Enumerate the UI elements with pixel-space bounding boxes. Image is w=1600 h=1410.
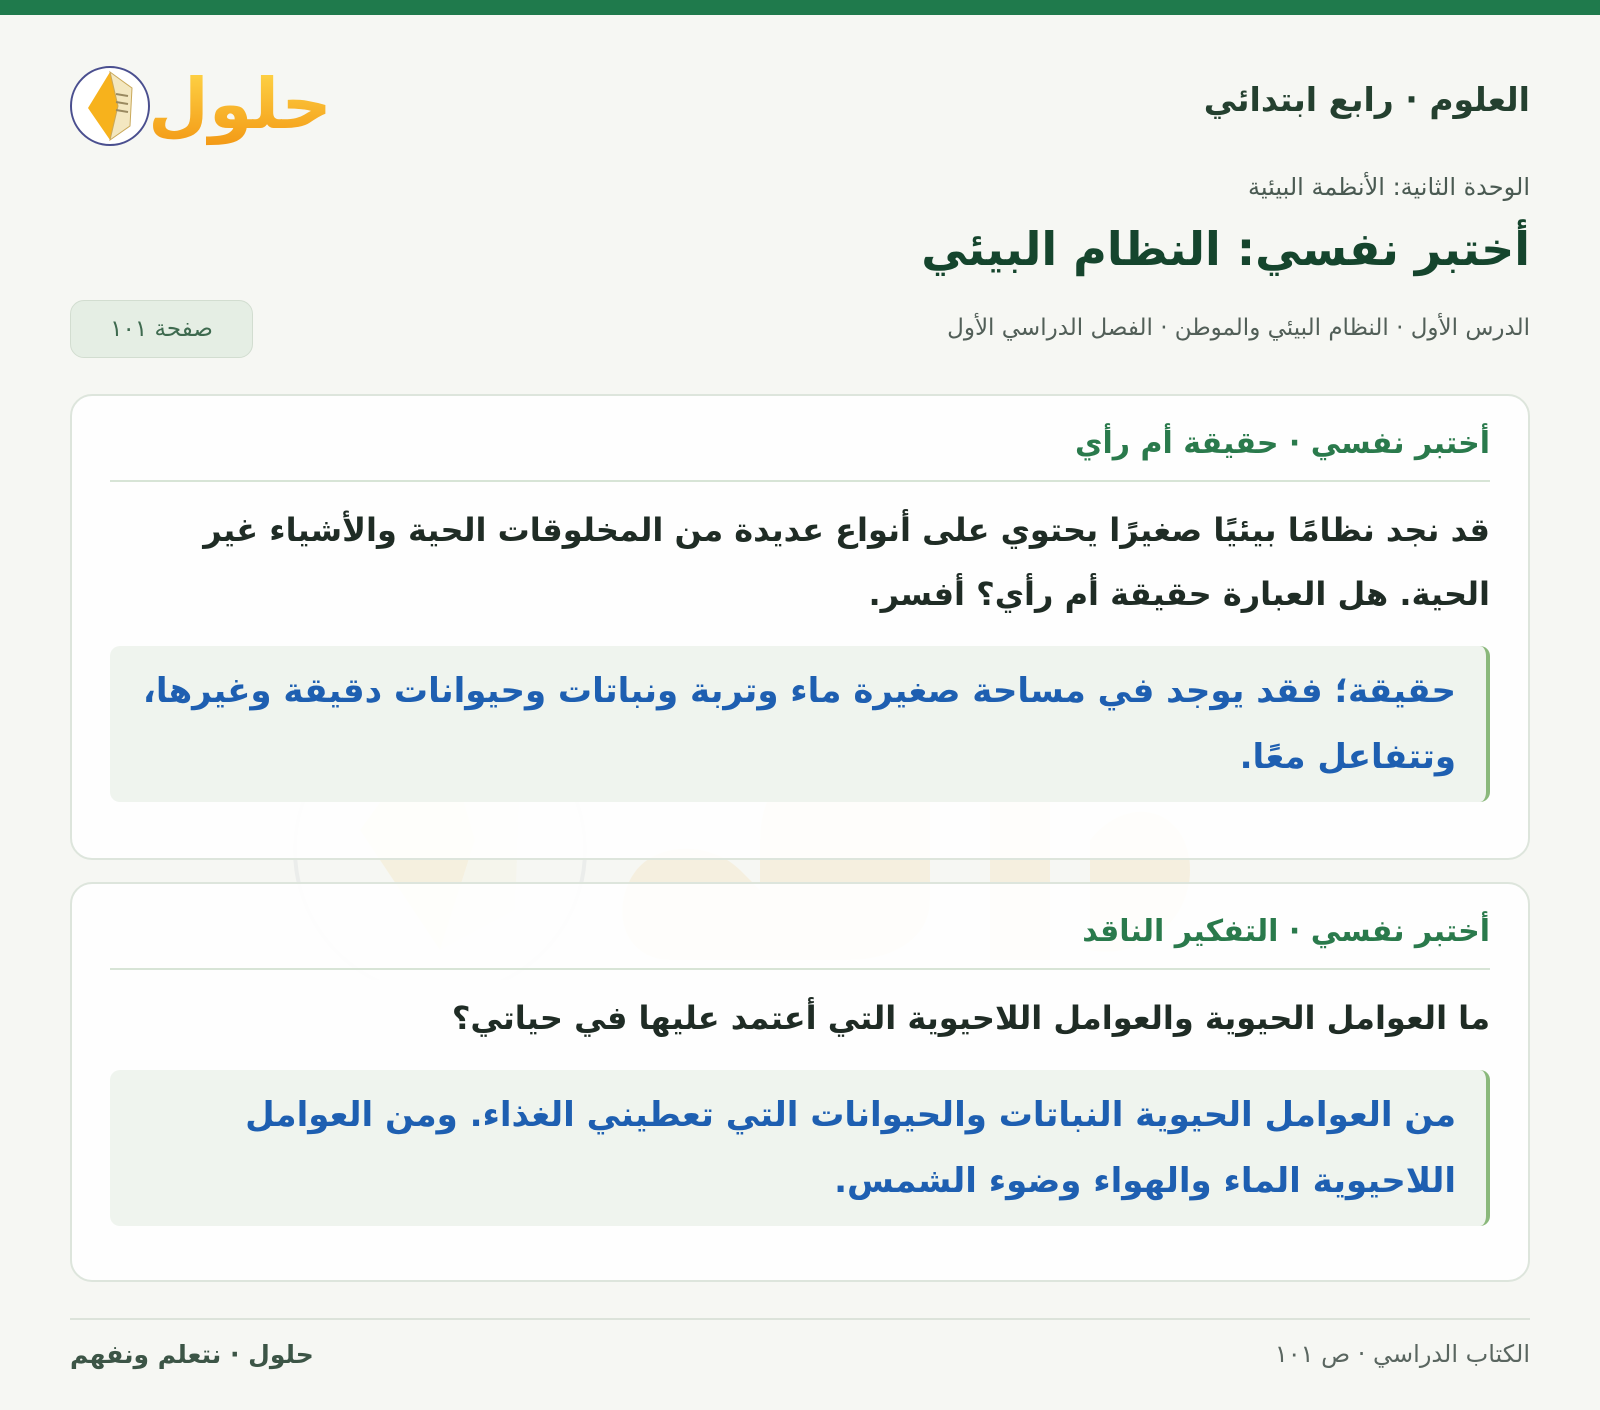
- footer-brand: حلول · نتعلم ونفهم: [70, 1340, 314, 1369]
- book-logo-icon: [70, 48, 330, 153]
- footer-source: الكتاب الدراسي · ص ١٠١: [1274, 1340, 1530, 1368]
- question-card-critical-thinking: [70, 882, 1530, 1282]
- card-heading: أختبر نفسي · حقيقة أم رأي: [110, 396, 1490, 482]
- question-text: قد نجد نظامًا بيئيًا صغيرًا يحتوي على أنواع عديدة من المخلوقات الحية والأشياء غير الحية. هل العبارة حقيقة أم رأي؟ أفسر.: [203, 511, 1490, 613]
- page-title: أختبر نفسي: النظام البيئي: [921, 222, 1530, 276]
- question-text: ما العوامل الحيوية والعوامل اللاحيوية التي أعتمد عليها في حياتي؟: [451, 999, 1490, 1037]
- question-card-fact-opinion: [70, 394, 1530, 860]
- footer-divider: [70, 1318, 1530, 1320]
- answer-box: حقيقة؛ فقد يوجد في مساحة صغيرة ماء وتربة ونباتات وحيوانات دقيقة وغيرها، وتتفاعل معًا.: [110, 646, 1490, 802]
- hulul-logo[interactable]: [70, 48, 330, 153]
- card-heading: أختبر نفسي · التفكير الناقد: [110, 884, 1490, 970]
- unit-label: الوحدة الثانية: الأنظمة البيئية: [1248, 173, 1530, 201]
- logo-wordmark: حلول: [148, 63, 330, 145]
- top-accent-bar: [0, 0, 1600, 15]
- lesson-meta: الدرس الأول · النظام البيئي والموطن · الفصل الدراسي الأول: [947, 315, 1530, 341]
- answer-box: من العوامل الحيوية النباتات والحيوانات التي تعطيني الغذاء. ومن العوامل اللاحيوية الماء والهواء وضوء الشمس.: [110, 1070, 1490, 1226]
- page-number-badge: صفحة ١٠١: [70, 300, 253, 358]
- subject-grade: العلوم · رابع ابتدائي: [1203, 80, 1530, 119]
